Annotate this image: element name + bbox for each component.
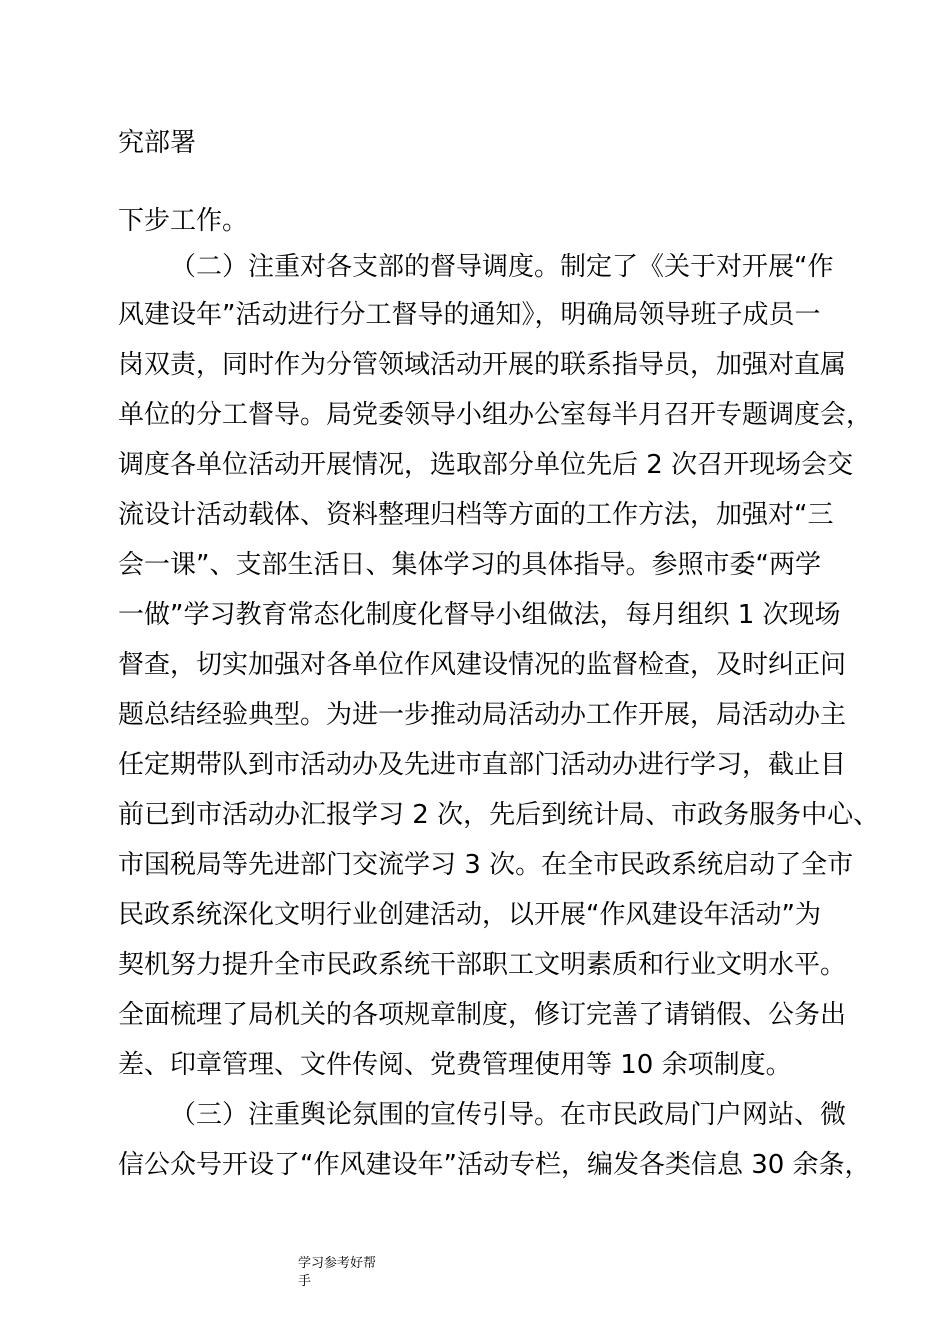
text-line: 契机努力提升全市民政系统干部职工文明素质和行业文明水平。	[118, 950, 847, 980]
text-line: 任定期带队到市活动办及先进市直部门活动办进行学习，截止目	[118, 750, 847, 780]
paragraph-heading-line: （二）注重对各支部的督导调度。制定了《关于对开展“作	[170, 252, 834, 282]
text-line: 市国税局等先进部门交流学习 3 次。在全市民政系统启动了全市	[118, 850, 854, 880]
text-line: 民政系统深化文明行业创建活动，以开展“作风建设年活动”为	[118, 900, 821, 930]
text-line: 下步工作。	[118, 206, 249, 236]
text-line: 一做”学习教育常态化制度化督导小组做法，每月组织 1 次现场	[118, 600, 841, 630]
text-line: 风建设年”活动进行分工督导的通知》，明确局领导班子成员一	[118, 300, 821, 330]
text-line: 单位的分工督导。局党委领导小组办公室每半月召开专题调度会，	[118, 400, 873, 430]
paragraph-heading-line: （三）注重舆论氛围的宣传引导。在市民政局门户网站、微	[170, 1100, 847, 1130]
footer-text: 手	[298, 1274, 312, 1289]
footer-text: 学习参考好帮	[298, 1256, 377, 1271]
text-line: 题总结经验典型。为进一步推动局活动办工作开展，局活动办主	[118, 700, 847, 730]
text-line: 流设计活动载体、资料整理归档等方面的工作方法，加强对“三	[118, 500, 834, 530]
text-line: 调度各单位活动开展情况，选取部分单位先后 2 次召开现场会交	[118, 450, 854, 480]
text-line: 差、印章管理、文件传阅、党费管理使用等 10 余项制度。	[118, 1050, 792, 1080]
text-line: 信公众号开设了“作风建设年”活动专栏，编发各类信息 30 余条，	[118, 1150, 871, 1180]
text-line: 全面梳理了局机关的各项规章制度，修订完善了请销假、公务出	[118, 1000, 847, 1030]
text-line: 前已到市活动办汇报学习 2 次，先后到统计局、市政务服务中心、	[118, 800, 880, 830]
text-line: 督查，切实加强对各单位作风建设情况的监督检查，及时纠正问	[118, 650, 847, 680]
text-line: 岗双责，同时作为分管领域活动开展的联系指导员，加强对直属	[118, 350, 847, 380]
text-line: 究部署	[118, 128, 197, 158]
text-line: 会一课”、支部生活日、集体学习的具体指导。参照市委“两学	[118, 550, 821, 580]
